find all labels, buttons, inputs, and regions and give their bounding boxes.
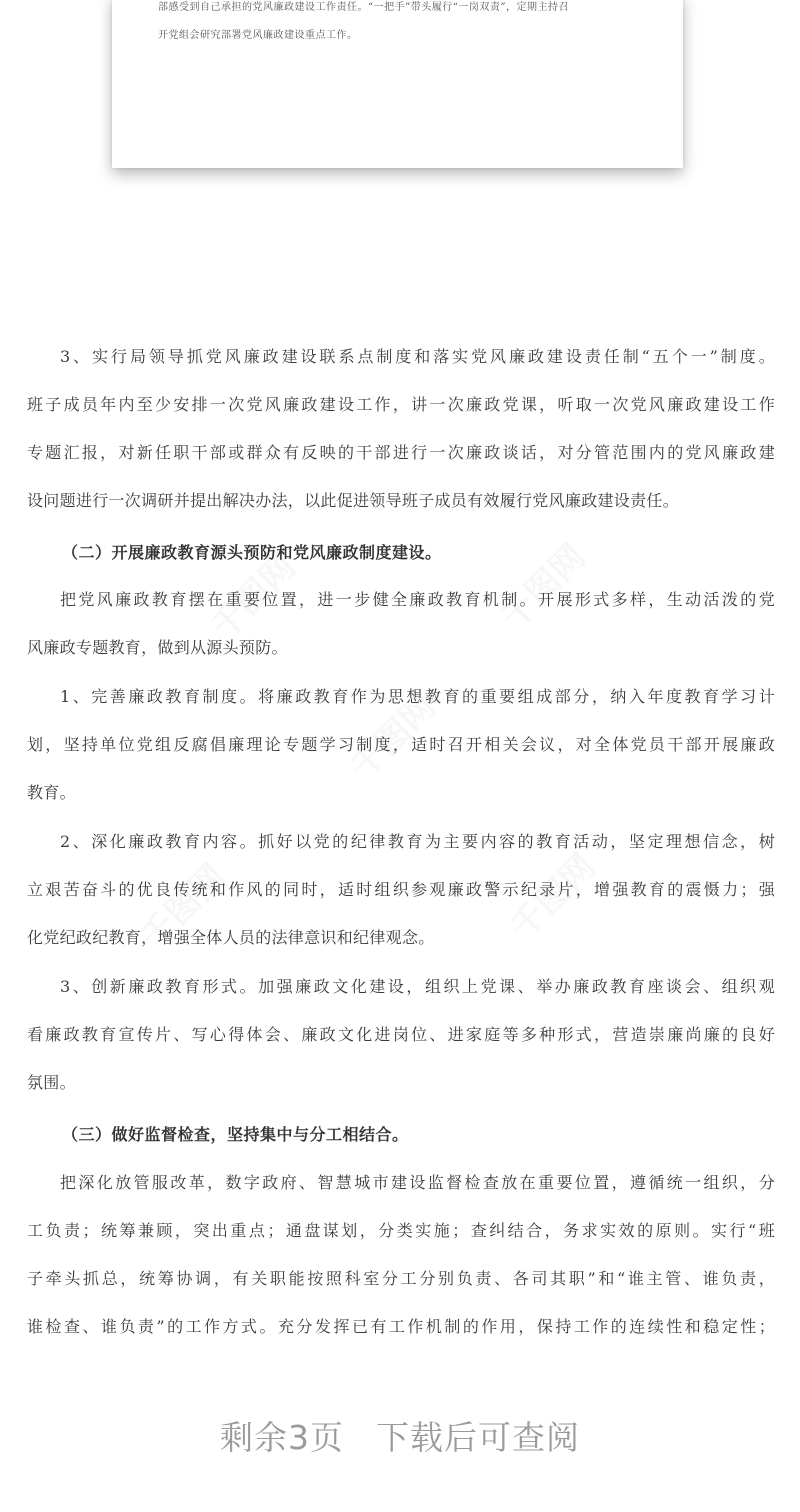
paragraph-line: 设问题进行一次调研并提出解决办法，以此促进领导班子成员有效履行党风廉政建设责任。 [27,491,680,510]
paragraph-line: 教育。 [27,783,76,802]
preview-line: 开党组会研究部署党风廉政建设重点工作。 [158,30,358,41]
previous-page-preview [112,0,683,168]
paragraph-line: 看廉政教育宣传片、写心得体会、廉政文化进岗位、进家庭等多种形式，营造崇廉尚廉的良好 [27,1025,775,1044]
section-heading: （三）做好监督检查，坚持集中与分工相结合。 [62,1125,409,1144]
paragraph-line: 3、创新廉政教育形式。加强廉政文化建设，组织上党课、举办廉政教育座谈会、组织观 [60,977,775,996]
paragraph-line: 3、实行局领导抓党风廉政建设联系点制度和落实党风廉政建设责任制“五个一”制度。 [60,347,775,366]
remaining-pages-text: 剩余3页 [220,1418,344,1457]
paragraph-line: 氛围。 [27,1073,76,1092]
preview-line: 部感受到自己承担的党风廉政建设工作责任。“一把手”带头履行“一岗双责”，定期主持召 [158,2,569,13]
paragraph-line: 化党纪政纪教育，增强全体人员的法律意识和纪律观念。 [27,928,435,947]
paragraph-line: 把党风廉政教育摆在重要位置，进一步健全廉政教育机制。开展形式多样，生动活泼的党 [60,590,775,609]
paragraph-line: 划，坚持单位党组反腐倡廉理论专题学习制度，适时召开相关会议，对全体党员干部开展廉政 [27,735,775,754]
paragraph-line: 1、完善廉政教育制度。将廉政教育作为思想教育的重要组成部分，纳入年度教育学习计 [60,687,775,706]
paragraph-line: 风廉政专题教育，做到从源头预防。 [27,638,288,657]
paragraph-line: 立艰苦奋斗的优良传统和作风的同时，适时组织参观廉政警示纪录片，增强教育的震慑力；强 [27,880,775,899]
paragraph-line: 班子成员年内至少安排一次党风廉政建设工作，讲一次廉政党课，听取一次党风廉政建设工作 [27,395,775,414]
download-prompt-banner[interactable] [0,1412,800,1459]
paragraph-line: 专题汇报，对新任职干部或群众有反映的干部进行一次廉政谈话，对分管范围内的党风廉政建 [27,443,775,462]
paragraph-line: 工负责；统筹兼顾，突出重点；通盘谋划，分类实施；查纠结合，务求实效的原则。实行“班 [27,1221,775,1240]
paragraph-line: 2、深化廉政教育内容。抓好以党的纪律教育为主要内容的教育活动，坚定理想信念，树 [60,832,775,851]
paragraph-line: 子牵头抓总，统筹协调，有关职能按照科室分工分别负责、各司其职”和“谁主管、谁负责， [27,1269,775,1288]
paragraph-line: 谁检查、谁负责”的工作方式。充分发挥已有工作机制的作用，保持工作的连续性和稳定性； [27,1317,775,1336]
section-heading: （二）开展廉政教育源头预防和党风廉政制度建设。 [62,543,442,562]
paragraph-line: 把深化放管服改革，数字政府、智慧城市建设监督检查放在重要位置，遵循统一组织，分 [60,1173,775,1192]
download-to-view-text: 下载后可查阅 [376,1418,580,1457]
